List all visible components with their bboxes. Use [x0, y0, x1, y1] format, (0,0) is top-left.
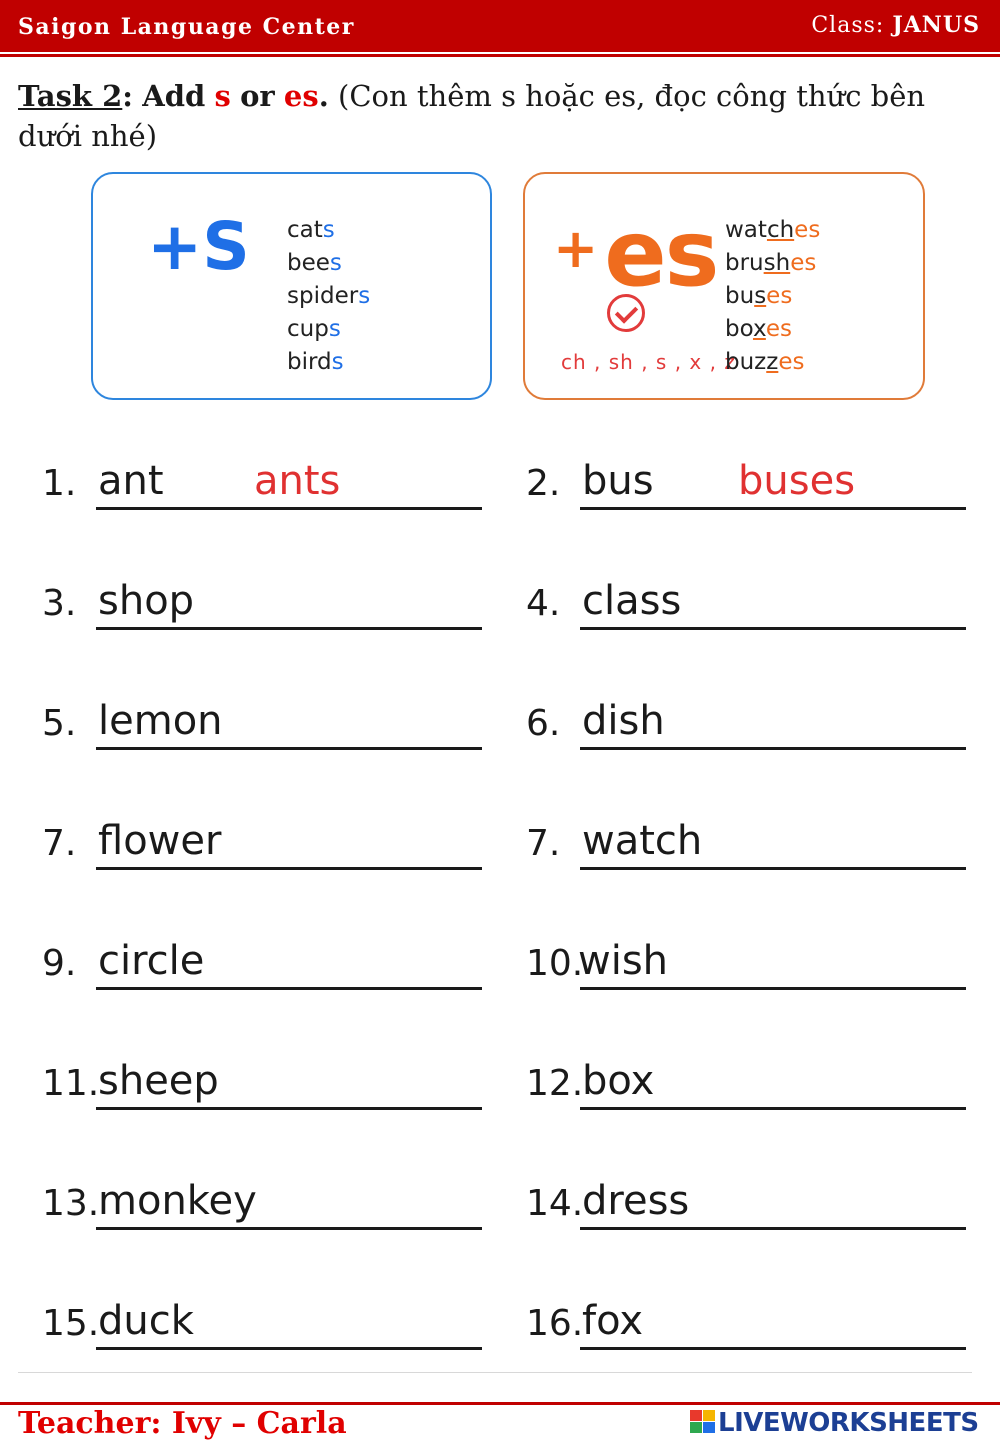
exercise-item: [42, 570, 482, 630]
es-example: buses: [725, 283, 793, 309]
answer-input[interactable]: [738, 698, 938, 744]
item-word: monkey: [98, 1178, 257, 1224]
answer-input[interactable]: [738, 578, 938, 624]
item-number: 16.: [526, 1303, 584, 1344]
answer-input[interactable]: [272, 1178, 472, 1224]
footer-divider: [0, 1402, 1000, 1405]
exercise-item: [42, 1050, 482, 1110]
answer-input[interactable]: [254, 578, 454, 624]
answer-line: [96, 1227, 482, 1230]
es-example: buzzes: [725, 349, 805, 375]
answer-input[interactable]: [254, 698, 454, 744]
answer-line: [96, 1347, 482, 1350]
exercise-item: [42, 1170, 482, 1230]
s-examples: [287, 214, 370, 379]
exercise-item: [526, 1290, 968, 1350]
task-instruction: [18, 76, 978, 156]
task-dot: .: [318, 79, 329, 113]
task-add: Add: [142, 79, 206, 113]
answer-input[interactable]: [738, 1178, 938, 1224]
answer-line: [580, 1347, 966, 1350]
item-number: 4.: [526, 583, 561, 624]
answer-line: [96, 867, 482, 870]
check-circle-icon: [607, 294, 645, 332]
exercise-item: [42, 450, 482, 510]
class-name: JANUS: [892, 12, 980, 38]
item-number: 6.: [526, 703, 561, 744]
answer-input[interactable]: [738, 938, 938, 984]
answer-line: [580, 627, 966, 630]
answer-line: [96, 987, 482, 990]
item-number: 7.: [42, 823, 77, 864]
answer-line: [580, 1107, 966, 1110]
s-example: spiders: [287, 283, 371, 309]
exercise-item: [42, 1290, 482, 1350]
answer-input[interactable]: [738, 818, 938, 864]
answer-line: [96, 747, 482, 750]
item-word: ant: [98, 458, 164, 504]
es-example: boxes: [725, 316, 793, 342]
exercise-item: [526, 570, 968, 630]
exercise-item: [42, 930, 482, 990]
s-example: birds: [287, 349, 344, 375]
answer-line: [580, 987, 966, 990]
answer-line: [580, 747, 966, 750]
item-word: wish: [578, 938, 669, 984]
exercise-item: [526, 1050, 968, 1110]
answer-input[interactable]: [254, 818, 454, 864]
es-examples: [725, 214, 820, 379]
answer-input[interactable]: [254, 938, 454, 984]
school-name: Saigon Language Center: [18, 14, 355, 40]
item-word: shop: [98, 578, 195, 624]
item-number: 14.: [526, 1183, 584, 1224]
exercise-item: [526, 690, 968, 750]
item-number: 2.: [526, 463, 561, 504]
s-example: bees: [287, 250, 342, 276]
exercise-item: [42, 810, 482, 870]
item-number: 9.: [42, 943, 77, 984]
answer-line: [580, 867, 966, 870]
answer-line: [580, 1227, 966, 1230]
class-label: Class:: [811, 13, 885, 38]
item-number: 12.: [526, 1063, 584, 1104]
task-or: or: [240, 79, 275, 113]
item-word: watch: [582, 818, 703, 864]
plus-es-marker: +es: [553, 200, 718, 307]
teacher-credit: Teacher: Ivy – Carla: [18, 1406, 347, 1441]
item-word: dress: [582, 1178, 690, 1224]
answer-input[interactable]: [738, 458, 938, 504]
es-endings: ch , sh , s , x , z: [561, 350, 736, 374]
es-example: watches: [725, 217, 821, 243]
item-word: box: [582, 1058, 655, 1104]
s-example: cats: [287, 217, 335, 243]
exercise-item: [526, 450, 968, 510]
exercise-item: [526, 810, 968, 870]
task-es: es: [283, 79, 319, 113]
task-label: Task 2: [18, 79, 123, 113]
rule-box-es: [523, 172, 925, 400]
item-word: lemon: [98, 698, 223, 744]
item-word: sheep: [98, 1058, 219, 1104]
item-number: 1.: [42, 463, 77, 504]
item-word: circle: [98, 938, 205, 984]
header-bar: [0, 0, 1000, 52]
item-word: flower: [98, 818, 222, 864]
s-example: cups: [287, 316, 341, 342]
es-example: brushes: [725, 250, 817, 276]
item-word: dish: [582, 698, 665, 744]
answer-input[interactable]: [254, 1058, 454, 1104]
answer-line: [96, 1107, 482, 1110]
answer-line: [96, 627, 482, 630]
answer-input[interactable]: [254, 1298, 454, 1344]
item-word: duck: [98, 1298, 194, 1344]
item-number: 11.: [42, 1063, 100, 1104]
class-info: [811, 12, 980, 38]
task-note: (Con thêm s hoặc es, đọc công thức bên dưới nhé): [18, 79, 926, 153]
item-word: bus: [582, 458, 654, 504]
task-colon: :: [122, 79, 134, 113]
answer-input[interactable]: [738, 1058, 938, 1104]
answer-input[interactable]: [254, 458, 454, 504]
liveworksheets-wordmark: LIVEWORKSHEETS: [718, 1408, 979, 1438]
item-number: 13.: [42, 1183, 100, 1224]
rule-box-s: [91, 172, 492, 400]
plus-s-marker: +S: [147, 208, 250, 285]
exercise-item: [526, 1170, 968, 1230]
item-number: 10.: [526, 943, 584, 984]
item-number: 3.: [42, 583, 77, 624]
answer-line: [96, 507, 482, 510]
footer-divider-light: [18, 1372, 972, 1373]
header-divider: [0, 54, 1000, 57]
answer-line: [580, 507, 966, 510]
item-number: 5.: [42, 703, 77, 744]
item-number: 7.: [526, 823, 561, 864]
answer-input[interactable]: [738, 1298, 938, 1344]
item-number: 15.: [42, 1303, 100, 1344]
liveworksheets-logo-icon: [690, 1410, 716, 1434]
exercise-item: [526, 930, 968, 990]
exercise-item: [42, 690, 482, 750]
task-s: s: [214, 79, 231, 113]
item-word: fox: [582, 1298, 643, 1344]
item-word: class: [582, 578, 682, 624]
